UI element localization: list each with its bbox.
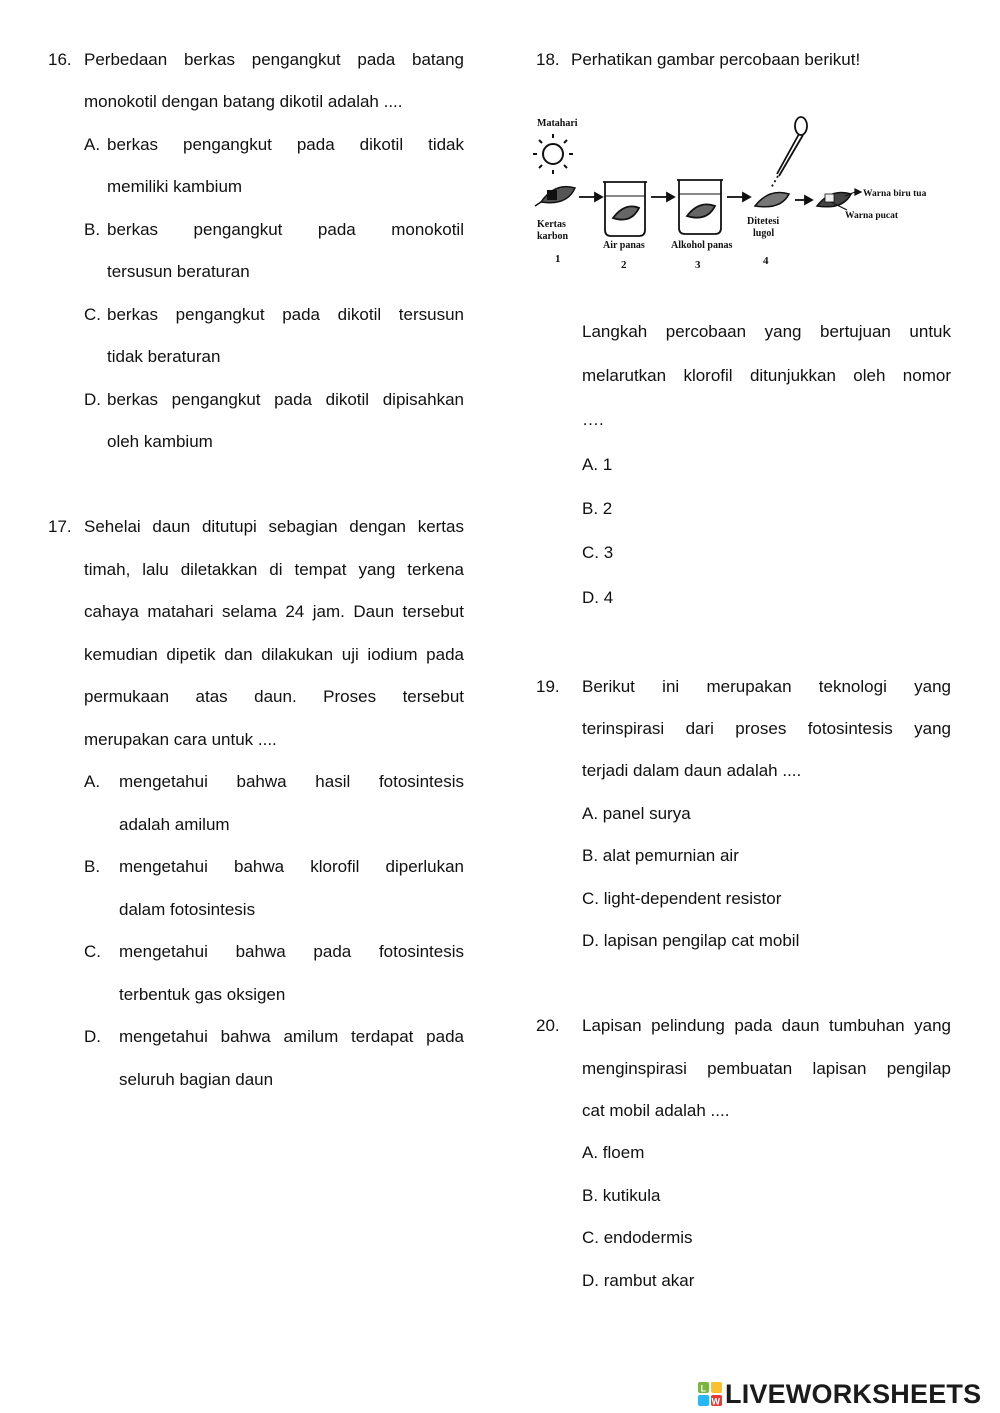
question-number: 19. xyxy=(536,677,560,696)
arrow-right-icon xyxy=(651,193,674,201)
question-text-line: terjadi dalam daun adalah .... xyxy=(582,761,802,780)
option-text-line: oleh kambium xyxy=(107,432,213,451)
logo-letter: W xyxy=(711,1396,720,1406)
question-text-line: Sehelai daun ditutupi sebagian dengan kertas xyxy=(84,517,464,536)
question-text-line: melarutkan klorofil ditunjukkan oleh nomor xyxy=(582,366,951,385)
option-text-line: terbentuk gas oksigen xyxy=(119,985,286,1004)
option-b[interactable]: B. alat pemurnian air xyxy=(582,846,739,865)
option-letter: B. xyxy=(84,857,101,876)
option-text-line: tersusun beraturan xyxy=(107,262,250,281)
option-letter: A. xyxy=(84,772,101,791)
option-c[interactable]: C. light-dependent resistor xyxy=(582,889,782,908)
option-text-line: mengetahui bahwa klorofil diperlukan xyxy=(119,857,464,876)
paper-label: Kertas xyxy=(537,219,566,230)
question-text-line: Langkah percobaan yang bertujuan untuk xyxy=(582,322,951,341)
logo-text: LIVEWORKSHEETS xyxy=(725,1378,982,1409)
option-text-line: memiliki kambium xyxy=(107,177,243,196)
option-text-line: seluruh bagian daun xyxy=(119,1070,274,1089)
option-d[interactable]: D. lapisan pengilap cat mobil xyxy=(582,931,800,950)
option-a[interactable]: A. 1 xyxy=(582,455,613,474)
question-number: 17. xyxy=(48,517,72,536)
beaker-icon xyxy=(603,182,647,236)
question-text-line: merupakan cara untuk .... xyxy=(84,730,277,749)
question-text-line: permukaan atas daun. Proses tersebut xyxy=(84,687,464,706)
sun-icon xyxy=(533,134,573,174)
option-a[interactable]: A. floem xyxy=(582,1143,645,1162)
arrow-right-icon xyxy=(727,193,750,201)
question-text-line: menginspirasi pembuatan lapisan pengilap xyxy=(582,1059,951,1078)
question-text-line: cat mobil adalah .... xyxy=(582,1101,730,1120)
experiment-diagram xyxy=(533,110,933,278)
option-d[interactable]: D. rambut akar xyxy=(582,1271,695,1290)
option-letter: A. xyxy=(84,135,101,154)
question-text-line: timah, lalu diletakkan di tempat yang terkena xyxy=(84,560,464,579)
option-text-line: mengetahui bahwa amilum terdapat pada xyxy=(119,1027,464,1046)
question-number: 16. xyxy=(48,50,72,69)
option-letter: D. xyxy=(84,1027,101,1046)
option-b[interactable]: B. kutikula xyxy=(582,1186,661,1205)
option-letter: D. xyxy=(84,390,101,409)
result-label: Warna biru tua xyxy=(863,189,927,199)
option-d[interactable]: D. 4 xyxy=(582,588,614,607)
option-text-line: mengetahui bahwa pada fotosintesis xyxy=(119,942,464,961)
option-text-line: tidak beraturan xyxy=(107,347,221,366)
paper-label: karbon xyxy=(537,231,569,242)
beaker-icon xyxy=(677,180,723,234)
option-text-line: dalam fotosintesis xyxy=(119,900,256,919)
question-text-line: monokotil dengan batang dikotil adalah .... xyxy=(84,92,403,111)
step-number: 2 xyxy=(621,259,627,271)
option-text-line: adalah amilum xyxy=(119,815,230,834)
drip-label: Ditetesi xyxy=(747,216,780,227)
option-c[interactable]: C. endodermis xyxy=(582,1228,693,1247)
question-text-line: Perbedaan berkas pengangkut pada batang xyxy=(84,50,464,69)
option-letter: C. xyxy=(84,942,101,961)
liveworksheets-logo-icon xyxy=(698,1382,722,1406)
option-b[interactable]: B. 2 xyxy=(582,499,613,518)
option-text-line: berkas pengangkut pada dikotil tersusun xyxy=(107,305,464,324)
step-number: 4 xyxy=(763,255,769,267)
question-text-line: …. xyxy=(582,410,604,429)
option-text-line: berkas pengangkut pada dikotil tidak xyxy=(107,135,464,154)
dropper-icon xyxy=(771,117,807,188)
option-letter: C. xyxy=(84,305,101,324)
step-number: 1 xyxy=(555,253,561,265)
option-text-line: berkas pengangkut pada monokotil xyxy=(107,220,464,239)
question-text-line: cahaya matahari selama 24 jam. Daun tersebut xyxy=(84,602,464,621)
result-label: Warna pucat xyxy=(845,211,899,221)
question-text-line: Lapisan pelindung pada daun tumbuhan yang xyxy=(582,1016,951,1035)
leaf-icon xyxy=(817,193,851,207)
leaf-icon xyxy=(755,193,789,207)
question-number: 18. xyxy=(536,50,560,69)
logo-letter: L xyxy=(700,1383,706,1394)
question-text-line: kemudian dipetik dan dilakukan uji iodium pada xyxy=(84,645,464,664)
option-a[interactable]: A. panel surya xyxy=(582,804,691,823)
leaf-icon xyxy=(535,187,575,206)
alcohol-label: Alkohol panas xyxy=(671,240,733,251)
arrow-right-icon xyxy=(579,193,602,201)
liveworksheets-logo[interactable] xyxy=(698,1378,981,1410)
arrow-right-icon xyxy=(795,196,812,204)
option-letter: B. xyxy=(84,220,101,239)
question-intro: Perhatikan gambar percobaan berikut! xyxy=(571,50,861,69)
step-number: 3 xyxy=(695,259,701,271)
sun-label: Matahari xyxy=(537,118,578,129)
question-text-line: Berikut ini merupakan teknologi yang xyxy=(582,677,951,696)
option-text-line: berkas pengangkut pada dikotil dipisahkan xyxy=(107,390,464,409)
option-text-line: mengetahui bahwa hasil fotosintesis xyxy=(119,772,464,791)
question-text-line: terinspirasi dari proses fotosintesis yang xyxy=(582,719,951,738)
water-label: Air panas xyxy=(603,240,645,251)
option-c[interactable]: C. 3 xyxy=(582,543,614,562)
question-number: 20. xyxy=(536,1016,560,1035)
drip-label: lugol xyxy=(753,228,775,239)
